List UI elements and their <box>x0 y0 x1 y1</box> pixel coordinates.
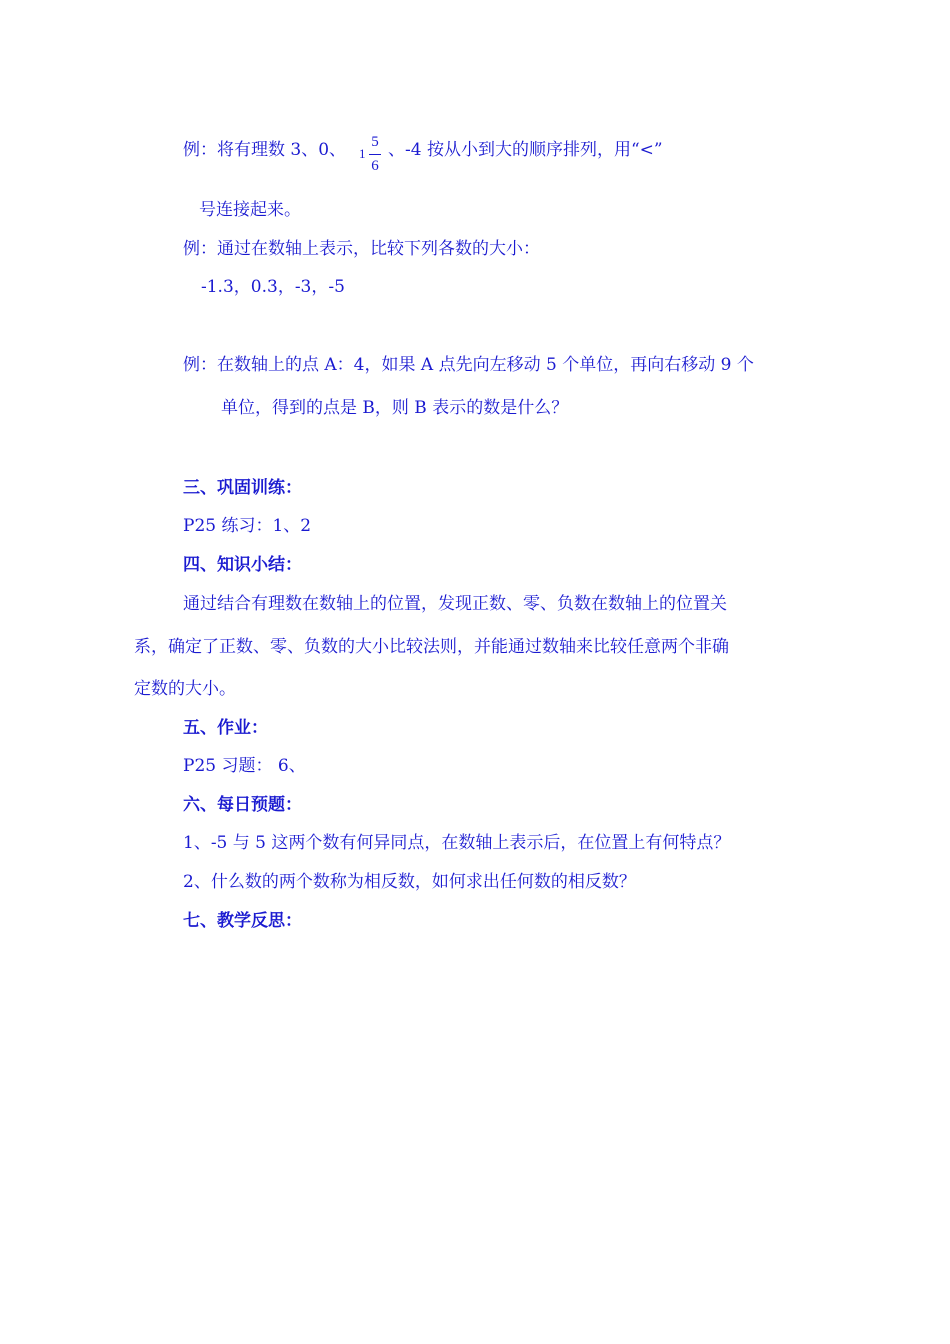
section-3-heading: 三、巩固训练： <box>183 478 302 498</box>
example-3-line-2: 单位，得到的点是 B，则 B 表示的数是什么？ <box>221 398 569 418</box>
section-6-item-1: 1、-5 与 5 这两个数有何异同点，在数轴上表示后，在位置上有何特点？ <box>183 833 731 853</box>
example-1-continuation: 号连接起来。 <box>199 200 301 220</box>
section-6-item-2: 2、什么数的两个数称为相反数，如何求出任何数的相反数？ <box>183 872 636 892</box>
fraction-bar <box>369 154 381 155</box>
section-6-heading: 六、每日预题： <box>183 795 302 815</box>
example-2-line-1: 例：通过在数轴上表示，比较下列各数的大小： <box>183 239 540 259</box>
section-4-line-2: 系，确定了正数、零、负数的大小比较法则，并能通过数轴来比较任意两个非确 <box>134 637 729 657</box>
section-5-content: P25 习题： 6、 <box>183 756 306 776</box>
example-3-line-1: 例：在数轴上的点 A：4，如果 A 点先向左移动 5 个单位，再向右移动 9 个 <box>183 355 754 375</box>
section-4-line-1: 通过结合有理数在数轴上的位置，发现正数、零、负数在数轴上的位置关 <box>183 594 727 614</box>
section-4-heading: 四、知识小结： <box>183 555 302 575</box>
fraction-denominator: 6 <box>371 158 379 174</box>
section-7-heading: 七、教学反思： <box>183 911 302 931</box>
fraction-numerator: 5 <box>371 134 379 150</box>
example-1-suffix: 、-4 按从小到大的顺序排列，用“<” <box>388 140 663 160</box>
example-2-numbers: -1.3，0.3，-3，-5 <box>201 277 345 297</box>
example-1-prefix: 例：将有理数 3、0、 <box>183 140 347 160</box>
section-3-content: P25 练习：1、2 <box>183 516 312 536</box>
fraction-whole: 1 <box>359 146 366 161</box>
section-5-heading: 五、作业： <box>183 718 268 738</box>
section-4-line-3: 定数的大小。 <box>134 679 236 699</box>
